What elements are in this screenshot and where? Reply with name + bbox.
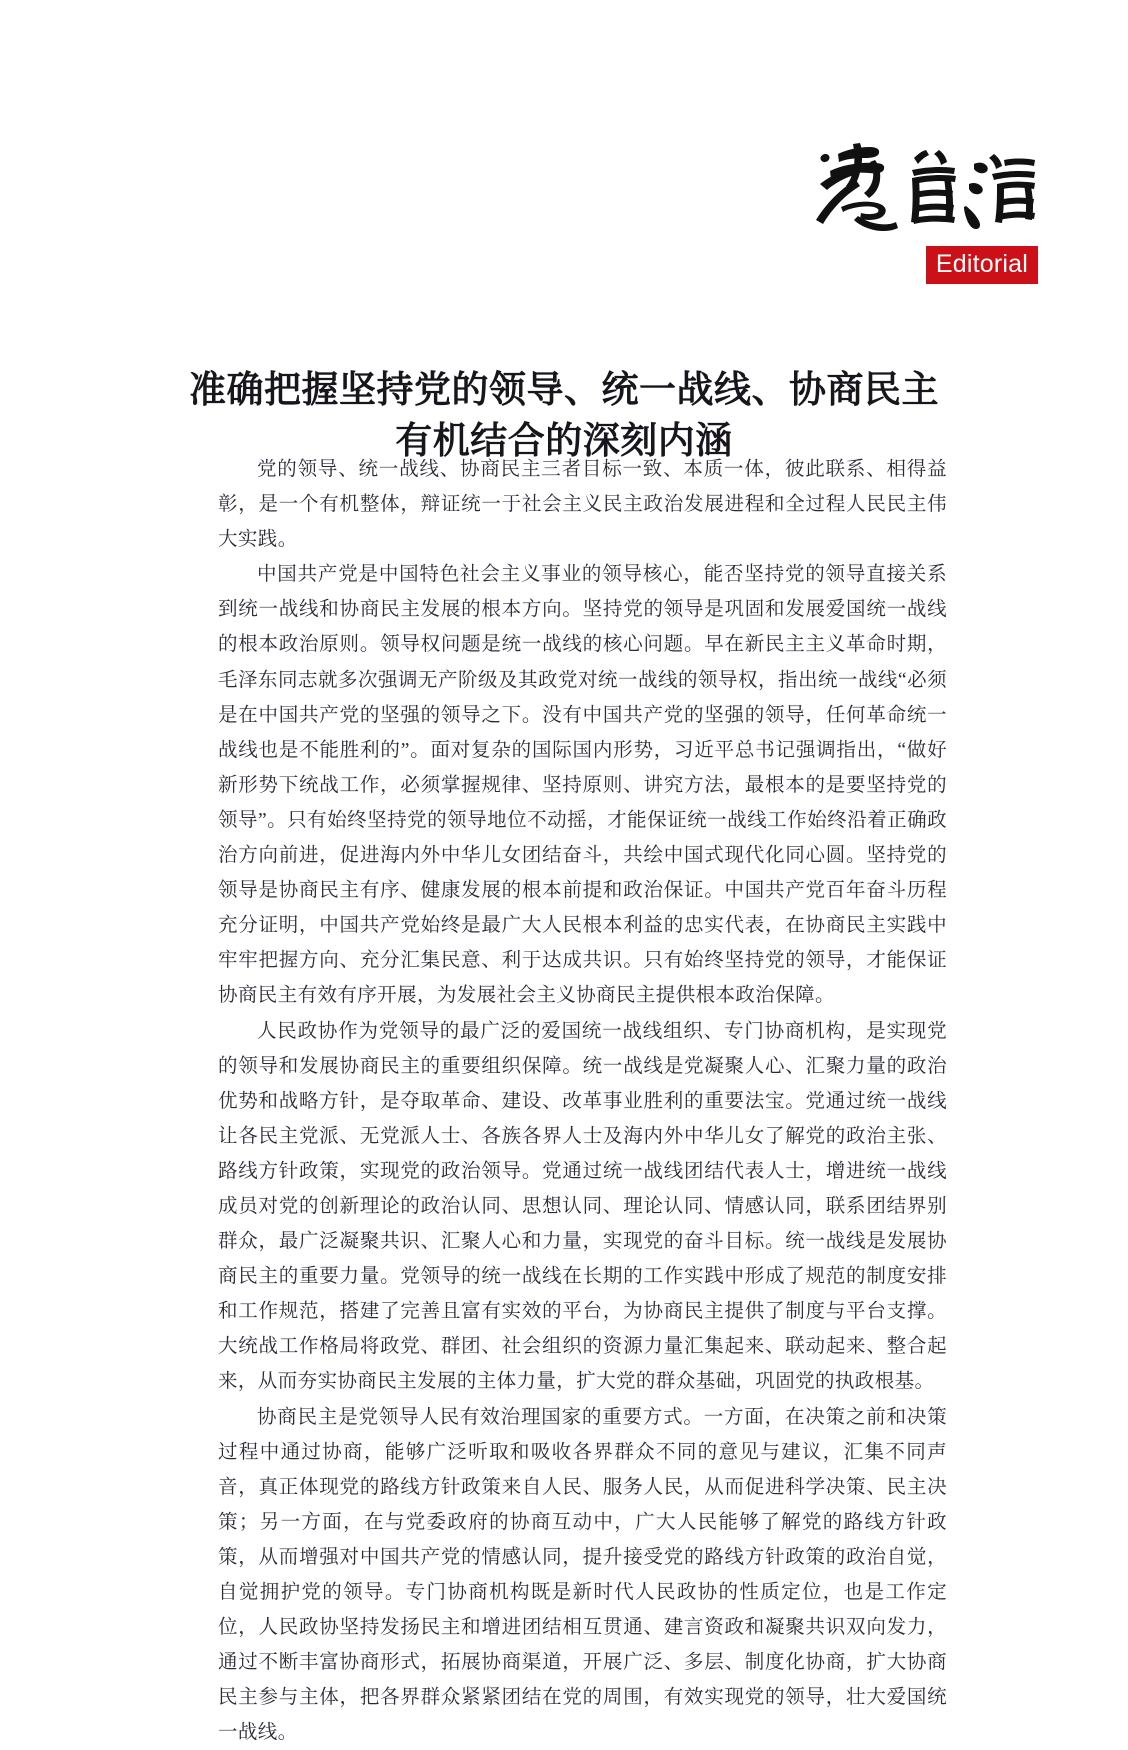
calligraphy-juanshouyu-icon — [808, 138, 1040, 238]
article-title-line-1: 准确把握坚持党的领导、统一战线、协商民主 — [189, 369, 939, 411]
article-paragraph: 中国共产党是中国特色社会主义事业的领导核心，能否坚持党的领导直接关系到统一战线和协商民主发展的根本方向。坚持党的领导是巩固和发展爱国统一战线的根本政治原则。领导权问题是统一战线的核心问题。早在新民主主义革命时期，毛泽东同志就多次强调无产阶级及其政党对统一战线的领导权，指出统一战线“必须是在中国共产党的坚强的领导之下。没有中国共产党的坚强的领导，任何革命统一战线也是不能胜利的”。面对复杂的国际国内形势，习近平总书记强调指出，“做好新形势下统战工作，必须掌握规律、坚持原则、讲究方法，最根本的是要坚持党的领导”。只有始终坚持党的领导地位不动摇，才能保证统一战线工作始终沿着正确政治方向前进，促进海内外中华儿女团结奋斗，共绘中国式现代化同心圆。坚持党的领导是协商民主有序、健康发展的根本前提和政治保证。中国共产党百年奋斗历程充分证明，中国共产党始终是最广大人民根本利益的忠实代表，在协商民主实践中牢牢把握方向、充分汇集民意、利于达成共识。只有始终坚持党的领导，才能保证协商民主有效有序开展，为发展社会主义协商民主提供根本政治保障。 — [218, 564, 947, 1007]
masthead — [640, 138, 1040, 288]
article-paragraph: 人民政协作为党领导的最广泛的爱国统一战线组织、专门协商机构，是实现党的领导和发展协商民主的重要组织保障。统一战线是党凝聚人心、汇聚力量的政治优势和战略方针，是夺取革命、建设、改革事业胜利的重要法宝。党通过统一战线让各民主党派、无党派人士、各族各界人士及海内外中华儿女了解党的政治主张、路线方针政策，实现党的政治领导。党通过统一战线团结代表人士，增进统一战线成员对党的创新理论的政治认同、思想认同、理论认同、情感认同，联系团结界别群众，最广泛凝聚共识、汇聚人心和力量，实现党的奋斗目标。统一战线是发展协商民主的重要力量。党领导的统一战线在长期的工作实践中形成了规范的制度安排和工作规范，搭建了完善且富有实效的平台，为协商民主提供了制度与平台支撑。大统战工作格局将政党、群团、社会组织的资源力量汇集起来、联动起来、整合起来，从而夯实协商民主发展的主体力量，扩大党的群众基础，巩固党的执政根基。 — [218, 1020, 947, 1393]
editorial-badge: Editorial — [926, 246, 1038, 284]
article-title-line-2: 有机结合的深刻内涵 — [395, 420, 733, 462]
article-paragraph: 协商民主是党领导人民有效治理国家的重要方式。一方面，在决策之前和决策过程中通过协商，能够广泛听取和吸收各界群众不同的意见与建议，汇集不同声音，真正体现党的路线方针政策来自人民、服务人民，从而促进科学决策、民主决策；另一方面，在与党委政府的协商互动中，广大人民能够了解党的路线方针政策，从而增强对中国共产党的情感认同，提升接受党的路线方针政策的政治自觉，自觉拥护党的领导。专门协商机构既是新时代人民政协的性质定位，也是工作定位，人民政协坚持发扬民主和增进团结相互贯通、建言资政和凝聚共识双向发力，通过不断丰富协商形式，拓展协商渠道，开展广泛、多层、制度化协商，扩大协商民主参与主体，把各界群众紧紧团结在党的周围，有效实现党的领导，壮大爱国统一战线。 — [218, 1406, 947, 1744]
article-body — [218, 452, 947, 1750]
article-paragraph: 党的领导、统一战线、协商民主三者目标一致、本质一体，彼此联系、相得益彰，是一个有机整体，辩证统一于社会主义民主政治发展进程和全过程人民民主伟大实践。 — [218, 459, 947, 551]
